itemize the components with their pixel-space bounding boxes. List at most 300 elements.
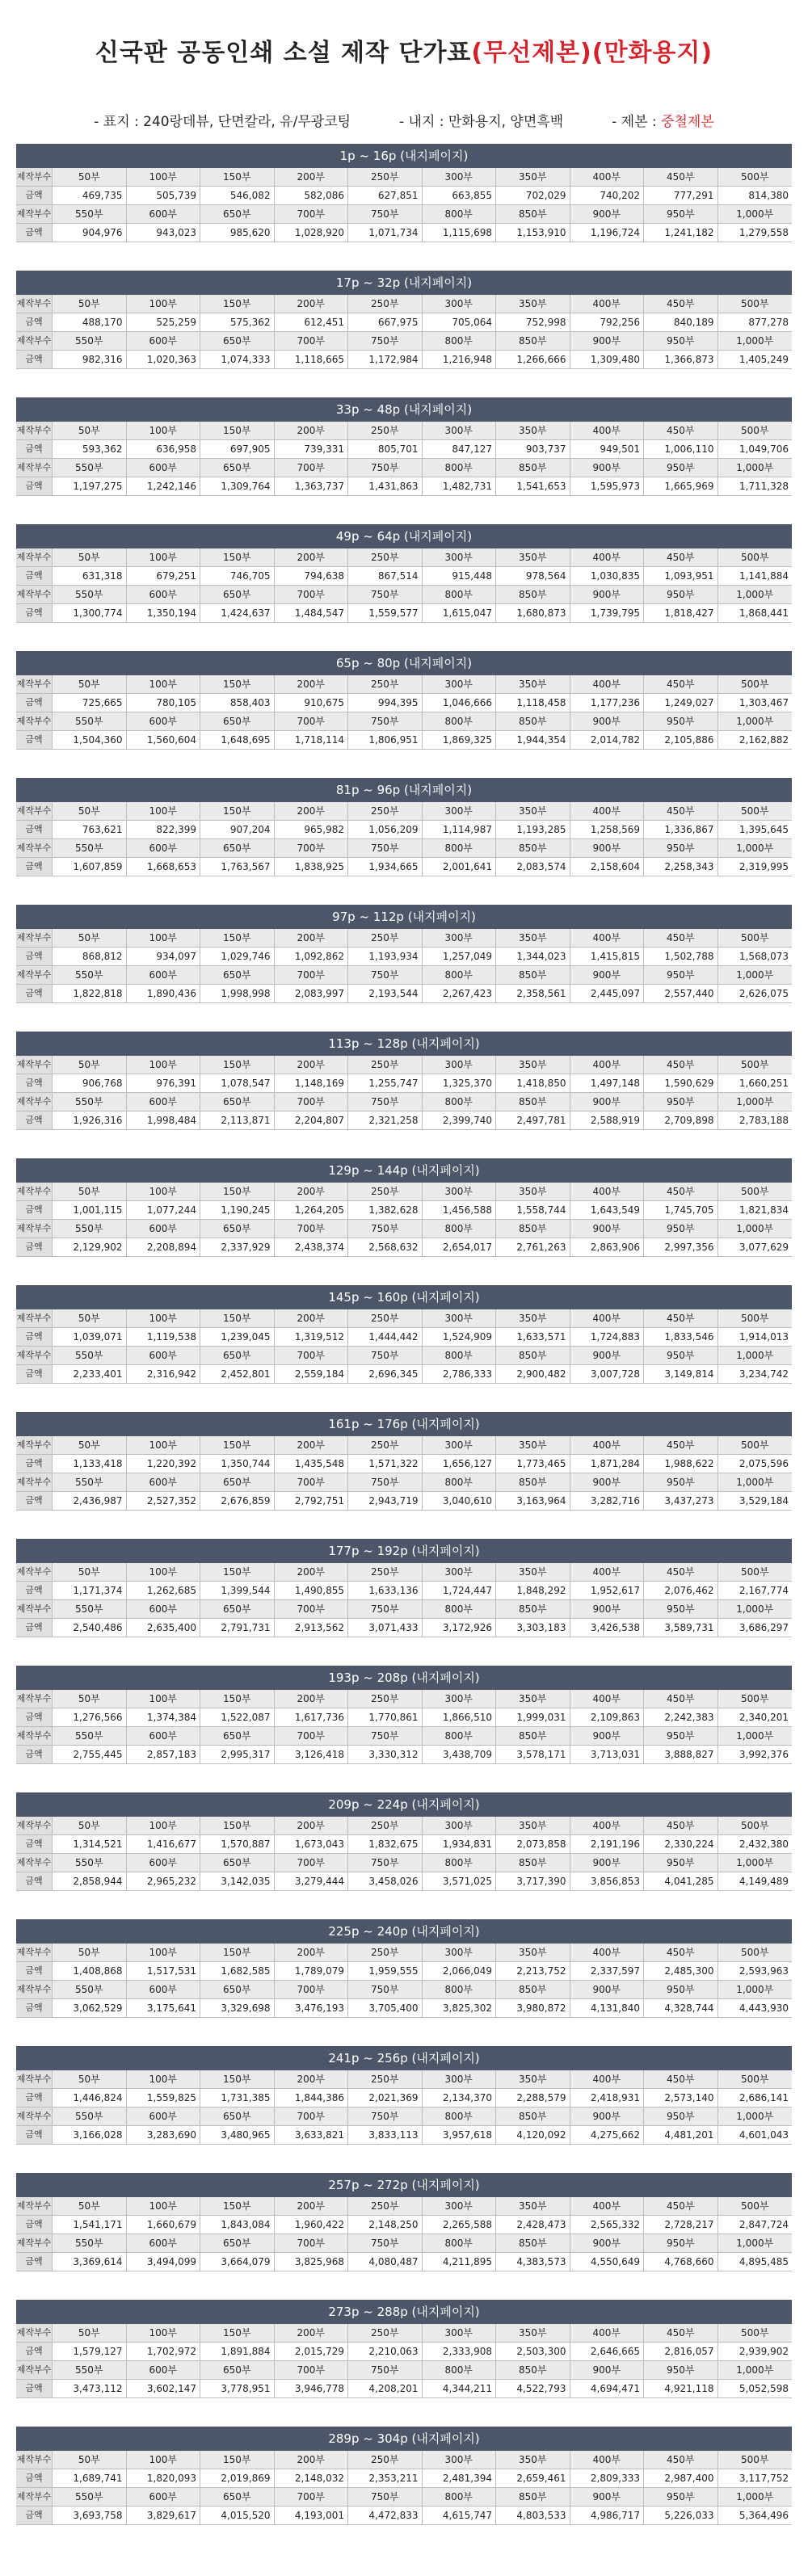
price-cell: 1,071,734 bbox=[348, 224, 423, 242]
price-cell: 840,189 bbox=[644, 313, 718, 331]
price-cell: 985,620 bbox=[200, 224, 275, 242]
quantity-cell: 1,000부 bbox=[736, 1857, 774, 1868]
price-cell: 2,792,751 bbox=[275, 1492, 349, 1510]
price-cell: 2,565,332 bbox=[570, 2216, 645, 2234]
quantity-cell: 250부 bbox=[348, 1817, 423, 1834]
price-cell: 1,770,861 bbox=[348, 1708, 423, 1726]
quantity-cell: 900부 bbox=[570, 459, 645, 477]
price-cell: 1,171,374 bbox=[53, 1582, 127, 1599]
price-block bbox=[16, 1158, 792, 1269]
price-cell: 1,838,925 bbox=[275, 858, 349, 876]
row-label: 제작부수 bbox=[16, 2234, 53, 2252]
price-cell: 2,965,232 bbox=[127, 1872, 201, 1890]
price-cell: 2,863,906 bbox=[570, 1238, 645, 1256]
price-cell: 3,473,112 bbox=[53, 2380, 127, 2397]
row-label: 제작부수 bbox=[16, 2324, 53, 2342]
price-cell: 3,437,273 bbox=[644, 1492, 718, 1510]
quantity-cell: 400부 bbox=[570, 2197, 645, 2215]
quantity-cell: 350부 bbox=[496, 548, 570, 566]
quantity-cell: 850부 bbox=[496, 2488, 570, 2506]
quantity-cell: 850부 bbox=[496, 2234, 570, 2252]
quantity-cell: 850부 bbox=[496, 712, 570, 730]
quantity-cell: 600부 bbox=[127, 712, 201, 730]
quantity-cell: 750부 bbox=[348, 2234, 423, 2252]
quantity-cell: 950부 bbox=[644, 332, 718, 350]
quantity-cell: 400부 bbox=[570, 2070, 645, 2088]
quantity-cell: 700부 bbox=[275, 1727, 349, 1745]
price-cell: 2,559,184 bbox=[275, 1365, 349, 1383]
quantity-cell: 350부 bbox=[496, 1690, 570, 1708]
price-row bbox=[16, 1492, 792, 1511]
quantity-cell: 850부 bbox=[496, 2107, 570, 2125]
quantity-cell: 250부 bbox=[348, 2324, 423, 2342]
price-block bbox=[16, 2427, 792, 2537]
block-header: 97p ~ 112p (내지페이지) bbox=[16, 905, 792, 929]
quantity-cell: 450부 bbox=[644, 1183, 718, 1200]
block-header: 129p ~ 144p (내지페이지) bbox=[16, 1158, 792, 1183]
quantity-cell: 100부 bbox=[127, 2324, 201, 2342]
quantity-cell: 250부 bbox=[348, 2451, 423, 2469]
quantity-cell: 1,000부 bbox=[736, 1984, 774, 1995]
price-cell: 1,241,182 bbox=[644, 224, 718, 242]
price-cell: 1,656,127 bbox=[423, 1455, 497, 1473]
quantity-cell: 700부 bbox=[275, 205, 349, 223]
quantity-cell: 250부 bbox=[348, 295, 423, 313]
row-label: 제작부수 bbox=[16, 712, 53, 730]
price-cell: 2,191,196 bbox=[570, 1835, 645, 1853]
price-cell: 3,330,312 bbox=[348, 1746, 423, 1763]
price-cell: 1,266,666 bbox=[496, 351, 570, 368]
quantity-cell: 450부 bbox=[644, 1690, 718, 1708]
quantity-cell: 250부 bbox=[348, 1944, 423, 1961]
quantity-cell: 100부 bbox=[127, 1309, 201, 1327]
price-cell: 2,134,370 bbox=[423, 2089, 497, 2107]
price-cell: 3,633,821 bbox=[275, 2126, 349, 2144]
quantity-cell: 150부 bbox=[200, 1563, 275, 1581]
price-cell: 976,391 bbox=[127, 1074, 201, 1092]
quantity-cell: 500부 bbox=[741, 552, 769, 563]
price-row bbox=[16, 2126, 792, 2145]
row-label: 제작부수 bbox=[16, 2070, 53, 2088]
quantity-cell: 950부 bbox=[644, 1093, 718, 1111]
quantity-cell: 200부 bbox=[275, 422, 349, 439]
price-row bbox=[16, 1201, 792, 1220]
row-label: 제작부수 bbox=[16, 2107, 53, 2125]
price-row bbox=[16, 1455, 792, 1473]
price-block bbox=[16, 778, 792, 889]
price-cell: 2,436,987 bbox=[53, 1492, 127, 1510]
price-cell: 2,265,588 bbox=[423, 2216, 497, 2234]
quantity-cell: 800부 bbox=[423, 332, 497, 350]
quantity-cell: 500부 bbox=[741, 1693, 769, 1704]
price-cell: 2,939,902 bbox=[739, 2346, 789, 2357]
quantity-cell: 500부 bbox=[741, 425, 769, 436]
quantity-cell: 1,000부 bbox=[736, 2238, 774, 2249]
quantity-cell: 750부 bbox=[348, 1093, 423, 1111]
price-cell: 858,403 bbox=[200, 694, 275, 712]
quantity-cell: 450부 bbox=[644, 1056, 718, 1074]
price-cell: 780,105 bbox=[127, 694, 201, 712]
price-cell: 1,560,604 bbox=[127, 731, 201, 749]
quantity-cell: 100부 bbox=[127, 675, 201, 693]
price-block bbox=[16, 1539, 792, 1649]
quantity-cell: 550부 bbox=[53, 332, 127, 350]
price-cell: 2,791,731 bbox=[200, 1619, 275, 1637]
price-cell: 469,735 bbox=[53, 187, 127, 204]
price-cell: 3,126,418 bbox=[275, 1746, 349, 1763]
price-cell: 3,166,028 bbox=[53, 2126, 127, 2144]
quantity-cell: 300부 bbox=[423, 2451, 497, 2469]
price-cell: 2,809,333 bbox=[570, 2469, 645, 2487]
quantity-cell: 50부 bbox=[53, 802, 127, 820]
row-label: 제작부수 bbox=[16, 548, 53, 566]
quantity-cell: 600부 bbox=[127, 2107, 201, 2125]
price-cell: 4,041,285 bbox=[644, 1872, 718, 1890]
quantity-cell: 450부 bbox=[644, 675, 718, 693]
quantity-cell: 550부 bbox=[53, 2234, 127, 2252]
quantity-cell: 500부 bbox=[741, 298, 769, 309]
price-cell: 1,435,548 bbox=[275, 1455, 349, 1473]
quantity-cell: 250부 bbox=[348, 1056, 423, 1074]
quantity-cell: 50부 bbox=[53, 1690, 127, 1708]
price-cell: 3,117,752 bbox=[739, 2473, 789, 2484]
price-cell: 1,325,370 bbox=[423, 1074, 497, 1092]
quantity-row bbox=[16, 1347, 792, 1365]
row-label: 금액 bbox=[16, 2253, 53, 2271]
price-cell: 1,482,731 bbox=[423, 477, 497, 495]
spec-inner: - 내지 : 만화용지, 양면흑백 bbox=[399, 114, 564, 130]
price-cell: 1,431,863 bbox=[348, 477, 423, 495]
price-block bbox=[16, 397, 792, 508]
price-cell: 1,633,571 bbox=[496, 1328, 570, 1346]
quantity-cell: 800부 bbox=[423, 1473, 497, 1491]
quantity-cell: 1,000부 bbox=[736, 843, 774, 854]
quantity-cell: 650부 bbox=[200, 1473, 275, 1491]
quantity-cell: 100부 bbox=[127, 2070, 201, 2088]
quantity-cell: 950부 bbox=[644, 2234, 718, 2252]
quantity-row bbox=[16, 2361, 792, 2380]
quantity-cell: 600부 bbox=[127, 1473, 201, 1491]
block-header: 49p ~ 64p (내지페이지) bbox=[16, 524, 792, 548]
quantity-cell: 200부 bbox=[275, 929, 349, 947]
quantity-cell: 650부 bbox=[200, 2234, 275, 2252]
price-cell: 2,900,482 bbox=[496, 1365, 570, 1383]
quantity-row bbox=[16, 205, 792, 224]
title-binding: (무선제본) bbox=[471, 39, 592, 67]
price-cell: 582,086 bbox=[275, 187, 349, 204]
quantity-cell: 700부 bbox=[275, 2107, 349, 2125]
price-block bbox=[16, 1412, 792, 1523]
price-cell: 2,857,183 bbox=[127, 1746, 201, 1763]
price-cell: 1,497,148 bbox=[570, 1074, 645, 1092]
price-row bbox=[16, 224, 792, 242]
quantity-cell: 50부 bbox=[53, 548, 127, 566]
quantity-cell: 750부 bbox=[348, 1727, 423, 1745]
price-cell: 1,424,637 bbox=[200, 604, 275, 622]
quantity-cell: 700부 bbox=[275, 2488, 349, 2506]
quantity-row bbox=[16, 548, 792, 567]
price-cell: 2,167,774 bbox=[739, 1585, 789, 1596]
price-cell: 1,395,645 bbox=[739, 824, 789, 835]
quantity-cell: 50부 bbox=[53, 1183, 127, 1200]
price-cell: 2,659,461 bbox=[496, 2469, 570, 2487]
price-cell: 2,210,063 bbox=[348, 2343, 423, 2360]
quantity-cell: 650부 bbox=[200, 332, 275, 350]
price-cell: 1,366,873 bbox=[644, 351, 718, 368]
quantity-cell: 200부 bbox=[275, 1056, 349, 1074]
price-cell: 2,568,632 bbox=[348, 1238, 423, 1256]
quantity-cell: 1,000부 bbox=[736, 1096, 774, 1107]
price-cell: 1,718,114 bbox=[275, 731, 349, 749]
row-label: 금액 bbox=[16, 948, 53, 965]
price-blocks bbox=[16, 144, 792, 2553]
quantity-cell: 400부 bbox=[570, 295, 645, 313]
quantity-cell: 650부 bbox=[200, 1600, 275, 1618]
price-cell: 1,890,436 bbox=[127, 985, 201, 1002]
price-cell: 3,282,716 bbox=[570, 1492, 645, 1510]
price-cell: 2,337,929 bbox=[200, 1238, 275, 1256]
quantity-cell: 850부 bbox=[496, 966, 570, 984]
price-cell: 1,350,194 bbox=[127, 604, 201, 622]
row-label: 제작부수 bbox=[16, 332, 53, 350]
price-cell: 1,074,333 bbox=[200, 351, 275, 368]
quantity-cell: 250부 bbox=[348, 1309, 423, 1327]
quantity-cell: 200부 bbox=[275, 1309, 349, 1327]
quantity-cell: 50부 bbox=[53, 1563, 127, 1581]
quantity-cell: 500부 bbox=[741, 1947, 769, 1958]
price-cell: 2,438,374 bbox=[275, 1238, 349, 1256]
quantity-row bbox=[16, 1093, 792, 1112]
price-cell: 525,259 bbox=[127, 313, 201, 331]
quantity-cell: 650부 bbox=[200, 205, 275, 223]
price-cell: 1,148,169 bbox=[275, 1074, 349, 1092]
price-row bbox=[16, 477, 792, 496]
price-cell: 1,820,093 bbox=[127, 2469, 201, 2487]
price-cell: 1,745,705 bbox=[644, 1201, 718, 1219]
price-block bbox=[16, 1792, 792, 1903]
price-cell: 2,783,188 bbox=[739, 1115, 789, 1126]
quantity-cell: 800부 bbox=[423, 712, 497, 730]
price-cell: 1,832,675 bbox=[348, 1835, 423, 1853]
quantity-cell: 50부 bbox=[53, 1817, 127, 1834]
quantity-cell: 200부 bbox=[275, 2451, 349, 2469]
quantity-row bbox=[16, 1981, 792, 1999]
price-cell: 3,705,400 bbox=[348, 1999, 423, 2017]
quantity-cell: 300부 bbox=[423, 802, 497, 820]
quantity-cell: 950부 bbox=[644, 2107, 718, 2125]
quantity-cell: 400부 bbox=[570, 1817, 645, 1834]
row-label: 금액 bbox=[16, 2343, 53, 2360]
quantity-cell: 450부 bbox=[644, 1944, 718, 1961]
quantity-cell: 250부 bbox=[348, 2197, 423, 2215]
price-cell: 2,786,333 bbox=[423, 1365, 497, 1383]
block-header: 193p ~ 208p (내지페이지) bbox=[16, 1666, 792, 1690]
row-label: 금액 bbox=[16, 1999, 53, 2017]
quantity-cell: 950부 bbox=[644, 1347, 718, 1364]
row-label: 제작부수 bbox=[16, 802, 53, 820]
price-cell: 1,648,695 bbox=[200, 731, 275, 749]
row-label: 제작부수 bbox=[16, 675, 53, 693]
quantity-cell: 350부 bbox=[496, 295, 570, 313]
quantity-cell: 200부 bbox=[275, 168, 349, 186]
price-cell: 1,959,555 bbox=[348, 1962, 423, 1980]
quantity-row bbox=[16, 332, 792, 351]
price-cell: 702,029 bbox=[496, 187, 570, 204]
price-cell: 1,724,883 bbox=[570, 1328, 645, 1346]
quantity-cell: 400부 bbox=[570, 675, 645, 693]
quantity-cell: 350부 bbox=[496, 1309, 570, 1327]
block-header: 65p ~ 80p (내지페이지) bbox=[16, 651, 792, 675]
price-cell: 1,029,746 bbox=[200, 948, 275, 965]
price-cell: 4,344,211 bbox=[423, 2380, 497, 2397]
price-cell: 1,869,325 bbox=[423, 731, 497, 749]
quantity-cell: 50부 bbox=[53, 2197, 127, 2215]
quantity-row bbox=[16, 2451, 792, 2469]
quantity-cell: 750부 bbox=[348, 332, 423, 350]
quantity-cell: 300부 bbox=[423, 1436, 497, 1454]
price-cell: 1,682,585 bbox=[200, 1962, 275, 1980]
price-cell: 2,330,224 bbox=[644, 1835, 718, 1853]
price-cell: 1,279,558 bbox=[739, 227, 789, 238]
row-label: 금액 bbox=[16, 604, 53, 622]
quantity-cell: 600부 bbox=[127, 1347, 201, 1364]
quantity-cell: 400부 bbox=[570, 2324, 645, 2342]
row-label: 제작부수 bbox=[16, 1093, 53, 1111]
price-row bbox=[16, 1619, 792, 1637]
quantity-cell: 200부 bbox=[275, 1944, 349, 1961]
price-cell: 2,233,401 bbox=[53, 1365, 127, 1383]
quantity-cell: 400부 bbox=[570, 1309, 645, 1327]
row-label: 제작부수 bbox=[16, 1690, 53, 1708]
price-cell: 2,997,356 bbox=[644, 1238, 718, 1256]
quantity-cell: 200부 bbox=[275, 1690, 349, 1708]
price-cell: 1,314,521 bbox=[53, 1835, 127, 1853]
price-cell: 847,127 bbox=[423, 440, 497, 458]
quantity-cell: 50부 bbox=[53, 1309, 127, 1327]
quantity-cell: 100부 bbox=[127, 1563, 201, 1581]
price-cell: 1,336,867 bbox=[644, 821, 718, 838]
price-cell: 1,039,071 bbox=[53, 1328, 127, 1346]
quantity-cell: 50부 bbox=[53, 2324, 127, 2342]
price-cell: 1,570,887 bbox=[200, 1835, 275, 1853]
quantity-cell: 600부 bbox=[127, 1981, 201, 1998]
row-label: 제작부수 bbox=[16, 929, 53, 947]
price-cell: 1,416,677 bbox=[127, 1835, 201, 1853]
quantity-cell: 1,000부 bbox=[736, 462, 774, 473]
price-row bbox=[16, 821, 792, 839]
quantity-cell: 550부 bbox=[53, 839, 127, 857]
quantity-cell: 200부 bbox=[275, 675, 349, 693]
price-cell: 3,163,964 bbox=[496, 1492, 570, 1510]
price-row bbox=[16, 2216, 792, 2234]
row-label: 제작부수 bbox=[16, 205, 53, 223]
price-row bbox=[16, 2089, 792, 2107]
quantity-row bbox=[16, 2324, 792, 2343]
price-cell: 777,291 bbox=[644, 187, 718, 204]
quantity-cell: 500부 bbox=[741, 2454, 769, 2465]
quantity-cell: 600부 bbox=[127, 1093, 201, 1111]
price-row bbox=[16, 187, 792, 205]
quantity-cell: 800부 bbox=[423, 2107, 497, 2125]
price-cell: 2,213,752 bbox=[496, 1962, 570, 1980]
price-row bbox=[16, 1746, 792, 1764]
price-cell: 2,337,597 bbox=[570, 1962, 645, 1980]
quantity-cell: 300부 bbox=[423, 1183, 497, 1200]
block-header: 81p ~ 96p (내지페이지) bbox=[16, 778, 792, 802]
quantity-cell: 800부 bbox=[423, 966, 497, 984]
price-cell: 2,353,211 bbox=[348, 2469, 423, 2487]
price-cell: 3,571,025 bbox=[423, 1872, 497, 1890]
price-cell: 877,278 bbox=[748, 317, 789, 328]
quantity-cell: 550부 bbox=[53, 1981, 127, 1998]
price-cell: 1,309,764 bbox=[200, 477, 275, 495]
price-cell: 667,975 bbox=[348, 313, 423, 331]
quantity-cell: 1,000부 bbox=[736, 2491, 774, 2502]
row-label: 금액 bbox=[16, 1455, 53, 1473]
price-cell: 636,958 bbox=[127, 440, 201, 458]
price-cell: 2,340,201 bbox=[739, 1712, 789, 1723]
price-row bbox=[16, 1582, 792, 1600]
quantity-row bbox=[16, 929, 792, 948]
price-cell: 1,541,653 bbox=[496, 477, 570, 495]
quantity-cell: 900부 bbox=[570, 1093, 645, 1111]
quantity-cell: 50부 bbox=[53, 2070, 127, 2088]
price-cell: 1,944,354 bbox=[496, 731, 570, 749]
quantity-row bbox=[16, 295, 792, 313]
quantity-cell: 150부 bbox=[200, 1690, 275, 1708]
price-cell: 2,258,343 bbox=[644, 858, 718, 876]
price-row bbox=[16, 440, 792, 459]
quantity-cell: 100부 bbox=[127, 1056, 201, 1074]
quantity-cell: 350부 bbox=[496, 1436, 570, 1454]
price-cell: 1,607,859 bbox=[53, 858, 127, 876]
block-header: 1p ~ 16p (내지페이지) bbox=[16, 144, 792, 168]
price-cell: 1,197,275 bbox=[53, 477, 127, 495]
price-cell: 612,451 bbox=[275, 313, 349, 331]
price-cell: 3,329,698 bbox=[200, 1999, 275, 2017]
quantity-cell: 450부 bbox=[644, 168, 718, 186]
row-label: 제작부수 bbox=[16, 586, 53, 603]
price-cell: 3,957,618 bbox=[423, 2126, 497, 2144]
price-cell: 3,279,444 bbox=[275, 1872, 349, 1890]
price-cell: 1,193,934 bbox=[348, 948, 423, 965]
price-cell: 822,399 bbox=[127, 821, 201, 838]
price-cell: 746,705 bbox=[200, 567, 275, 585]
quantity-cell: 850부 bbox=[496, 332, 570, 350]
price-cell: 2,158,604 bbox=[570, 858, 645, 876]
price-cell: 4,149,489 bbox=[739, 1876, 789, 1887]
price-cell: 1,689,741 bbox=[53, 2469, 127, 2487]
price-cell: 1,262,685 bbox=[127, 1582, 201, 1599]
price-block bbox=[16, 2046, 792, 2157]
quantity-cell: 250부 bbox=[348, 168, 423, 186]
quantity-cell: 500부 bbox=[741, 932, 769, 943]
block-header: 33p ~ 48p (내지페이지) bbox=[16, 397, 792, 422]
price-cell: 4,131,840 bbox=[570, 1999, 645, 2017]
price-row bbox=[16, 2253, 792, 2271]
quantity-cell: 750부 bbox=[348, 966, 423, 984]
quantity-cell: 200부 bbox=[275, 802, 349, 820]
quantity-cell: 950부 bbox=[644, 205, 718, 223]
price-row bbox=[16, 985, 792, 1003]
price-cell: 1,415,815 bbox=[570, 948, 645, 965]
quantity-cell: 950부 bbox=[644, 712, 718, 730]
price-cell: 2,755,445 bbox=[53, 1746, 127, 1763]
price-cell: 1,891,884 bbox=[200, 2343, 275, 2360]
price-cell: 2,445,097 bbox=[570, 985, 645, 1002]
price-cell: 1,502,788 bbox=[644, 948, 718, 965]
price-cell: 3,077,629 bbox=[739, 1242, 789, 1253]
